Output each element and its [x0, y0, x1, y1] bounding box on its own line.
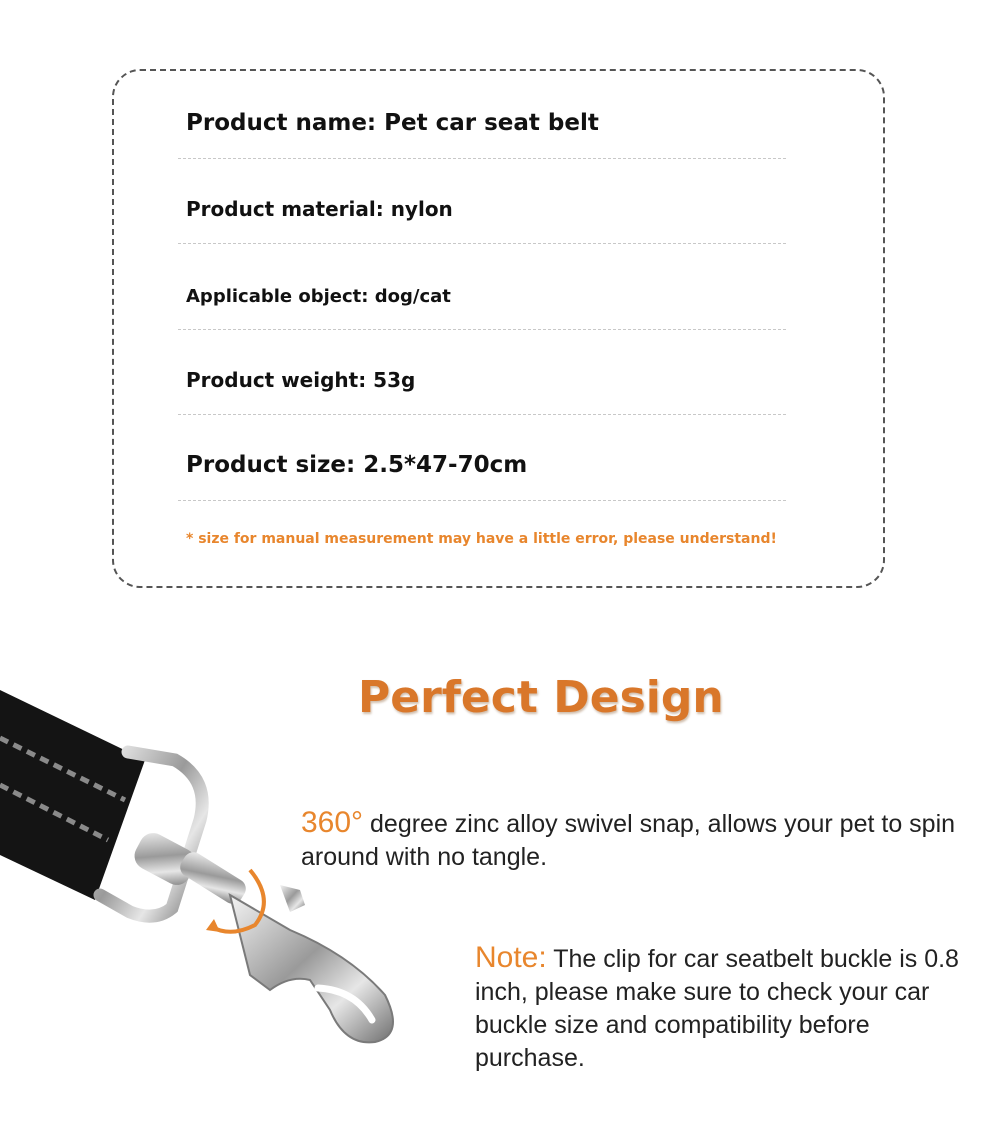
- spec-name-text: Product name: Pet car seat belt: [186, 110, 599, 136]
- spec-row-name: [178, 101, 786, 159]
- swivel-highlight: 360°: [301, 806, 364, 839]
- snap-trigger: [280, 885, 305, 912]
- spec-row-material: [178, 158, 786, 244]
- rotation-arrow-head: [206, 919, 220, 932]
- spec-size-text: Product size: 2.5*47-70cm: [186, 452, 528, 478]
- note-label: Note:: [475, 941, 547, 974]
- spec-card: [112, 69, 885, 588]
- swivel-feature-text: [301, 806, 981, 874]
- spec-object-text: Applicable object: dog/cat: [186, 286, 451, 307]
- note-description: The clip for car seatbelt buckle is 0.8 inch, please make sure to check your car buckle size and compatibility before purchase.: [475, 945, 959, 1072]
- swivel-clip-illustration: [0, 690, 410, 1060]
- spec-row-size: [178, 414, 786, 501]
- clip-note-text: [475, 941, 985, 1075]
- spec-row-weight: [178, 329, 786, 415]
- spec-weight-text: Product weight: 53g: [186, 368, 416, 392]
- spec-row-object: [178, 243, 786, 330]
- spec-material-text: Product material: nylon: [186, 197, 453, 221]
- perfect-design-title: Perfect Design: [358, 672, 724, 723]
- measurement-note: * size for manual measurement may have a little error, please understand!: [186, 531, 777, 547]
- swivel-description: degree zinc alloy swivel snap, allows your pet to spin around with no tangle.: [301, 810, 956, 871]
